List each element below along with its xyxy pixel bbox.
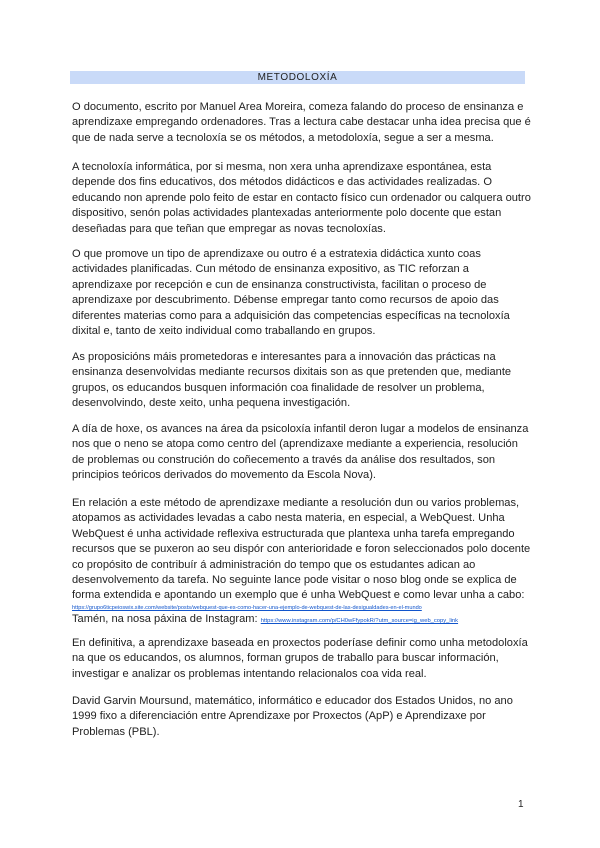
paragraph-1: O documento, escrito por Manuel Area Moreira, comeza falando do proceso de ensinanza e aprendizaxe empregando ordenadores. Tras a lectura cabe destacar unha idea precisa que é que de nada serve a tecnoloxía se os métodos, a metodoloxía, segue a ser a mesma. xyxy=(72,101,531,144)
page-number: 1 xyxy=(518,799,524,810)
paragraph-4: As proposicións máis prometedoras e interesantes para a innovación das prácticas na ensinanza desenvolvidas mediante recursos dixitais son as que pretenden que, mediante grupos, os educandos busquen información coa finalidade de resolver un problema, desenvolvindo, deste xeito, unha pequena investigación. xyxy=(72,351,512,410)
blog-link[interactable]: https://grupo6ticpeioswix.site.com/website/posts/webquest-que-es-como-hacer-una-ejemplo-de-webquest-de-las-desigualdades-en-el-mundo xyxy=(72,604,422,611)
paragraph-6: En relación a este método de aprendizaxe mediante a resolución dun ou varios problemas, atopamos as actividades levadas a cabo nesta materia, en especial, a WebQuest. Unha WebQuest é unha actividade reflexiva estructurada que plantexa unha tarefa empregando recursos que se puxeron ao seu dispór con anterioridade e foron seleccionados polo docente co propósito de contribuír á administración do tempo que os estudantes adican ao desenvolvemento da tarefa. No seguinte lance pode visitar o noso blog onde se explica de forma extendida e apontando un exemplo que é unha WebQuest e como levar unha a cabo: xyxy=(72,497,531,602)
paragraph-6-block xyxy=(72,496,532,629)
section-title: METODOLOXÍA xyxy=(257,72,338,83)
paragraph-3: O que promove un tipo de aprendizaxe ou outro é a estratexia didáctica xunto coas actividades planificadas. Cun método de ensinanza expositivo, as TIC reforzan a aprendizaxe por recepción e cun de ensinanza constructivista, facilitan o proceso de aprendizaxe por descubrimento. Débense empregar tanto como recursos de apoio das diferentes materias como para a adquisición das competencias específicas na tecnoloxía dixital e, tanto de xeito individual como traballando en grupos. xyxy=(72,248,510,338)
instagram-link[interactable]: https://www.instagram.com/p/CH0wFfypokR/?utm_source=ig_web_copy_link xyxy=(260,617,459,624)
paragraph-2: A tecnoloxía informática, por si mesma, non xera unha aprendizaxe espontánea, esta depende dos fins educativos, dos métodos didácticos e das actividades realizadas. O educando non aprende polo feito de estar en contacto físico cun ordenador ou calquera outro dispositivo, senón polas actividades plantexadas anteriormente polo docente que estan deseñadas para que teñan que empregar as novas tecnoloxías. xyxy=(72,161,531,235)
section-title-bar xyxy=(70,71,525,84)
paragraph-7: En definitiva, a aprendizaxe baseada en proxectos poderíase definir como unha metodoloxía na que os educandos, os alumnos, forman grupos de traballo para buscar información, investigar e analizar os problemas intentando relacionalos coa vida real. xyxy=(72,637,528,680)
paragraph-8: David Garvin Moursund, matemático, informático e educador dos Estados Unidos, no ano 1999 fixo a diferenciación entre Aprendizaxe por Proxectos (ApP) e Aprendizaxe por Problemas (PBL). xyxy=(72,695,513,738)
paragraph-5: A día de hoxe, os avances na área da psicoloxía infantil deron lugar a modelos de ensinanza nos que o neno se atopa como centro del (aprendizaxe mediante a experiencia, resolución de problemas ou construción do coñecemento a través da análise dos resultados, son principios teóricos derivados do movemento da Escola Nova). xyxy=(72,423,529,482)
instagram-prefix: Tamén, na nosa páxina de Instagram: xyxy=(72,612,258,625)
